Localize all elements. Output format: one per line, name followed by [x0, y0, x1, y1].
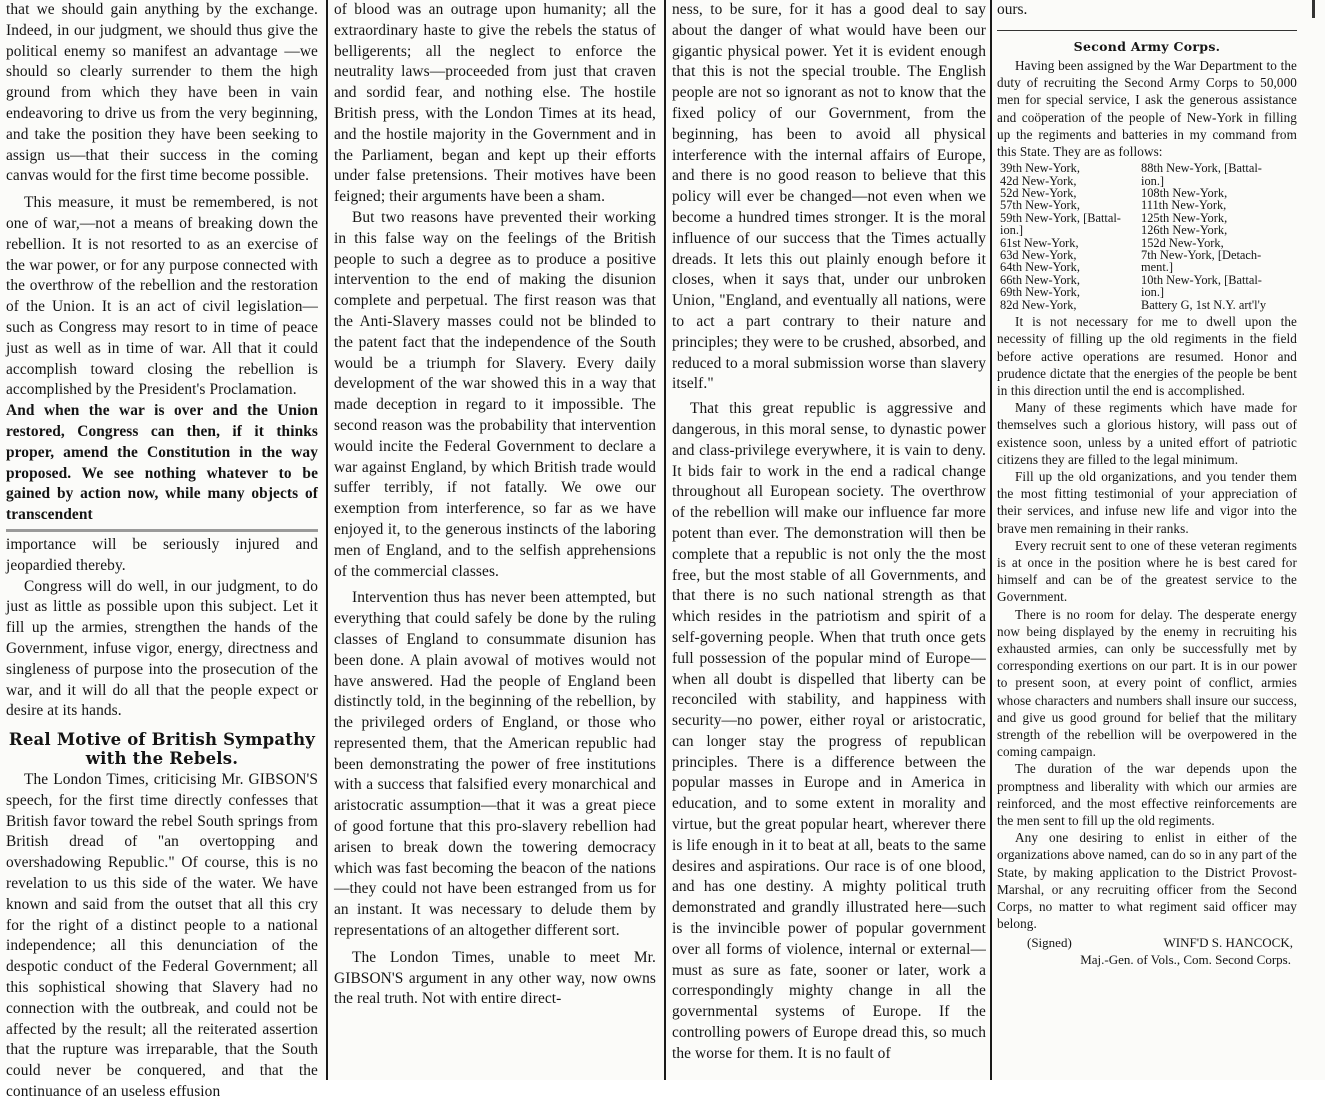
roster-entry: 42d New-York,	[1000, 173, 1077, 188]
roster-entry: 66th New-York,	[1000, 272, 1080, 287]
paragraph: The London Times, unable to meet Mr. GIBSON'S argument in any other way, now owns the real truth. Not with entire direct-	[334, 948, 656, 1008]
roster-entry: 39th New-York,	[1000, 161, 1080, 176]
roster-entry: 111th New-York,	[1141, 198, 1227, 213]
column-rule	[326, 0, 328, 1080]
paragraph: This measure, it must be remembered, is not one of war,—not a means of breaking down the rebellion. It is not resorted to as an exercise of the war power, or for any purpose connected with the overthrow of the rebellion and the restoration of the Union. It is an act of civil legislation—such as Congress may resort to in time of peace just as well as in time of war. All that it could accomplish toward closing the rebellion is accomplished by the President's Proclamation.	[6, 194, 318, 399]
continuation-text: ours.	[997, 1, 1028, 18]
paragraph-bold: And when the war is over and the Union restored, Congress can then, if it thinks proper, amend the Constitution in the way proposed. We see nothing whatever to be gained by action now, while many objects of transcendent	[6, 402, 318, 524]
column-4	[997, 0, 1297, 1080]
roster-entry: 63d New-York,	[1000, 248, 1077, 263]
paragraph: importance will be seriously injured and jeopardied thereby.	[6, 535, 318, 574]
roster-entry: 10th New-York, [Battal-	[1141, 272, 1262, 287]
paragraph: It is not necessary for me to dwell upon the necessity of filling up the old regiments in the field before active operations are resumed. Honor and prudence dictate that the energies of the people be bent in this direction until the end is accomplished.	[997, 314, 1297, 398]
signature-block	[997, 934, 1297, 968]
roster-entry: 59th New-York, [Battal-	[1000, 210, 1121, 225]
article-headline: Real Motive of British Sympathy with the Rebels.	[8, 730, 316, 769]
column-rule	[664, 0, 666, 1080]
roster-left-column	[997, 162, 1132, 311]
roster-entry: ion.]	[1000, 223, 1024, 238]
paragraph: That this great republic is aggressive and dangerous, in this moral sense, to dynastic power and class-privilege everywhere, it is vain to deny. It bids fair to work in the end a radical change throughout all European society. The overthrow of the rebellion will make our influence far more potent than ever. The demonstration will then be complete that a republic is not only the the most free, but the most stable of all Governments, and that there is no such national strength as that which resides in the patriotism and spirit of a self-governing people. When that truth once gets full possession of the popular mind of Europe—when all doubt is dispelled that liberty can be reconciled with stability, and happiness with security—no power, either royal or aristocratic, can longer stay the progress of republican principles. There is a difference between the popular masses in Europe and in America in education, and to some extent in morality and virtue, but the great popular heart, wherever there is life enough in it to beat at all, beats to the same desires and aspirations. Our race is of one blood, and has one destiny. A mighty political truth demonstrated and grandly illustrated here—such is the invincible power of popular government over all forms of violence, internal or external—must as sure as fate, sooner or later, work a correspondingly mighty change in all the governmental systems of Europe. If the controlling powers of Europe dread this, so much the worse for them. It is no fault of	[672, 400, 986, 1062]
roster-entry: 126th New-York,	[1141, 223, 1228, 238]
roster-entry: Battery G, 1st N.Y. art'l'y	[1141, 297, 1267, 312]
roster-right-column	[1141, 162, 1297, 311]
signed-label: (Signed)	[1027, 935, 1072, 951]
roster-entry: 69th New-York,	[1000, 285, 1080, 300]
column-3	[672, 0, 986, 1080]
paragraph: Intervention thus has never been attempted, but everything that could safely be done by the ruling classes of England to consummate disunion has been done. A plain avowal of motives would not have answered. Had the people of England been distinctly told, in the beginning of the rebellion, by the privileged orders of England, or those who represented them, that the American republic had been demonstrating the power of free institutions with a success that falsified every monarchical and aristocratic assumption—that it was a great piece of good fortune that this pro-slavery rebellion had arisen to break down the towering democracy which was fast becoming the beacon of the nations—they could not have been estranged from us for an instant. It was necessary to delude them by representations of an altogether different sort.	[334, 589, 656, 940]
roster-entry: 7th New-York, [Detach-	[1141, 248, 1262, 263]
roster-entry: ion.]	[1141, 285, 1165, 300]
roster-entry: ion.]	[1141, 173, 1165, 188]
section-rule	[997, 30, 1297, 31]
paragraph: of blood was an outrage upon humanity; all the extraordinary haste to give the rebels the status of belligerents; all the neglect to enforce the neutrality laws—proceeded from just that craven and sordid fear, and nothing else. The hostile British press, with the London Times at its head, and the hostile majority in the Government and in the Parliament, began and kept up their efforts under false pretensions. Their motives have been feigned; their arguments have been a sham.	[334, 1, 656, 206]
roster-entry: 108th New-York,	[1141, 186, 1228, 201]
paragraph: The London Times, criticising Mr. GIBSON'S speech, for the first time directly confesses that British favor toward the rebel South springs from British dread of "an overtopping and overshadowing Republic." Of course, this is no revelation to us this side of the water. We have known and said from the outset that all this cry for the right of a distinct people to a national independence; all this denunciation of the despotic conduct of the Federal Government; all this sophistical showing that Slavery had no connection with the outbreak, and could not be affected by the result; all the reiterated assertion that the rupture was irreparable, that the South could never be conquered, and that the continuance of an useless effusion	[6, 771, 318, 1101]
column-rule	[990, 0, 992, 1080]
tear-line	[6, 529, 318, 532]
signer-title: Maj.-Gen. of Vols., Com. Second Corps.	[1080, 952, 1291, 968]
column-2	[334, 0, 656, 1080]
roster-entry: 64th New-York,	[1000, 260, 1080, 275]
paragraph: that we should gain anything by the exchange. Indeed, in our judgment, we should thus give the political enemy so manifest an advantage —we should so clearly surrender to them the high ground from which they have been in vain endeavoring to drive us from the very beginning, and take the position they have been seeking to assign us—that their success in the coming canvas would for the first time become possible.	[6, 1, 318, 185]
roster-entry: 152d New-York,	[1141, 235, 1224, 250]
signer-name: WINF'D S. HANCOCK,	[1163, 935, 1293, 951]
regiment-roster	[997, 162, 1297, 311]
notice-headline: Second Army Corps.	[1073, 39, 1221, 54]
paragraph: ness, to be sure, for it has a good deal to say about the danger of what would have been our gigantic physical power. Yet it is evident enough that this is not the special trouble. The English people are not so ignorant as not to know that the fixed policy of our Government, from the beginning, has been to avoid all physical interference with the internal affairs of Europe, and there is no good reason to believe that this policy will ever be changed—not even when we become a hundred times stronger. It is the moral influence of our success that the Times actually dreads. It lets this out plainly enough before it closes, when it says that, under our unbroken Union, "England, and eventually all nations, were to act a part contrary to their nature and principles; they were to be crushed, absorbed, and reduced to a moral submission worse than slavery itself."	[672, 1, 986, 393]
roster-entry: 125th New-York,	[1141, 210, 1228, 225]
page-edge-mark	[1312, 0, 1315, 18]
roster-entry: 88th New-York, [Battal-	[1141, 161, 1262, 176]
roster-entry: 61st New-York,	[1000, 235, 1079, 250]
roster-entry: ment.]	[1141, 260, 1173, 275]
roster-entry: 57th New-York,	[1000, 198, 1080, 213]
paragraph: Any one desiring to enlist in either of the organizations above named, can do so in any part of the State, by making application to the District Provost-Marshal, or any recruiting officer from the Second Corps, no matter to what regiment said officer may belong.	[997, 830, 1297, 932]
paragraph: But two reasons have prevented their working in this false way on the feelings of the British people to such a degree as to produce a positive intervention to the end of making the disunion complete and perpetual. The first reason was that the Anti-Slavery masses could not be blinded to the patent fact that the independence of the South would be a triumph for Slavery. Every daily development of the war showed this in a way that made deception in regard to it impossible. The second reason was the probability that intervention would incite the Federal Government to declare a war against England, by which British trade would suffer terribly, if not fatally. We owe our exemption from interference, so far as we have enjoyed it, to the generous instincts of the laboring men of England, and to the selfish apprehensions of the commercial classes.	[334, 208, 656, 580]
paragraph: Congress will do well, in our judgment, to do just as little as possible upon this subject. Let it fill up the armies, strengthen the hands of the Government, infuse vigor, energy, directness and singleness of purpose into the prosecution of the war, and it will do all that the people expect or desire at its hands.	[6, 577, 318, 720]
roster-entry: 82d New-York,	[1000, 297, 1077, 312]
paragraph: Fill up the old organizations, and you tender them the most fitting testimonial of your appreciation of their services, and infuse new life and vigor into the brave men remaining in their ranks.	[997, 468, 1297, 536]
paragraph: Every recruit sent to one of these veteran regiments is at once in the position where he is best cared for himself and can be of the greatest service to the Government.	[997, 537, 1297, 605]
paragraph: The duration of the war depends upon the promptness and liberality with which our armies are reinforced, and the most effective reinforcements are the men sent to fill up the old regiments.	[997, 761, 1297, 828]
paragraph: There is no room for delay. The desperate energy now being displayed by the enemy in recruiting his exhausted armies, can only be successfully met by corresponding exertions on our part. It is in our power to present soon, at every point of conflict, armies whose characters and numbers shall insure our success, and give us good ground for belief that the military strength of the rebellion will be overpowered in the coming campaign.	[997, 606, 1297, 760]
paragraph: Many of these regiments which have made for themselves such a glorious history, will pass out of existence soon, unless by a united effort of patriotic citizens they are filled to the legal minimum.	[997, 400, 1297, 467]
column-1	[6, 0, 318, 1101]
roster-entry: 52d New-York,	[1000, 186, 1077, 201]
paragraph: Having been assigned by the War Department to the duty of recruiting the Second Army Corps to 50,000 men for special service, I ask the generous assistance and coöperation of the people of New-York in filling up the regiments and batteries in my command from this State. They are as follows:	[997, 58, 1297, 160]
